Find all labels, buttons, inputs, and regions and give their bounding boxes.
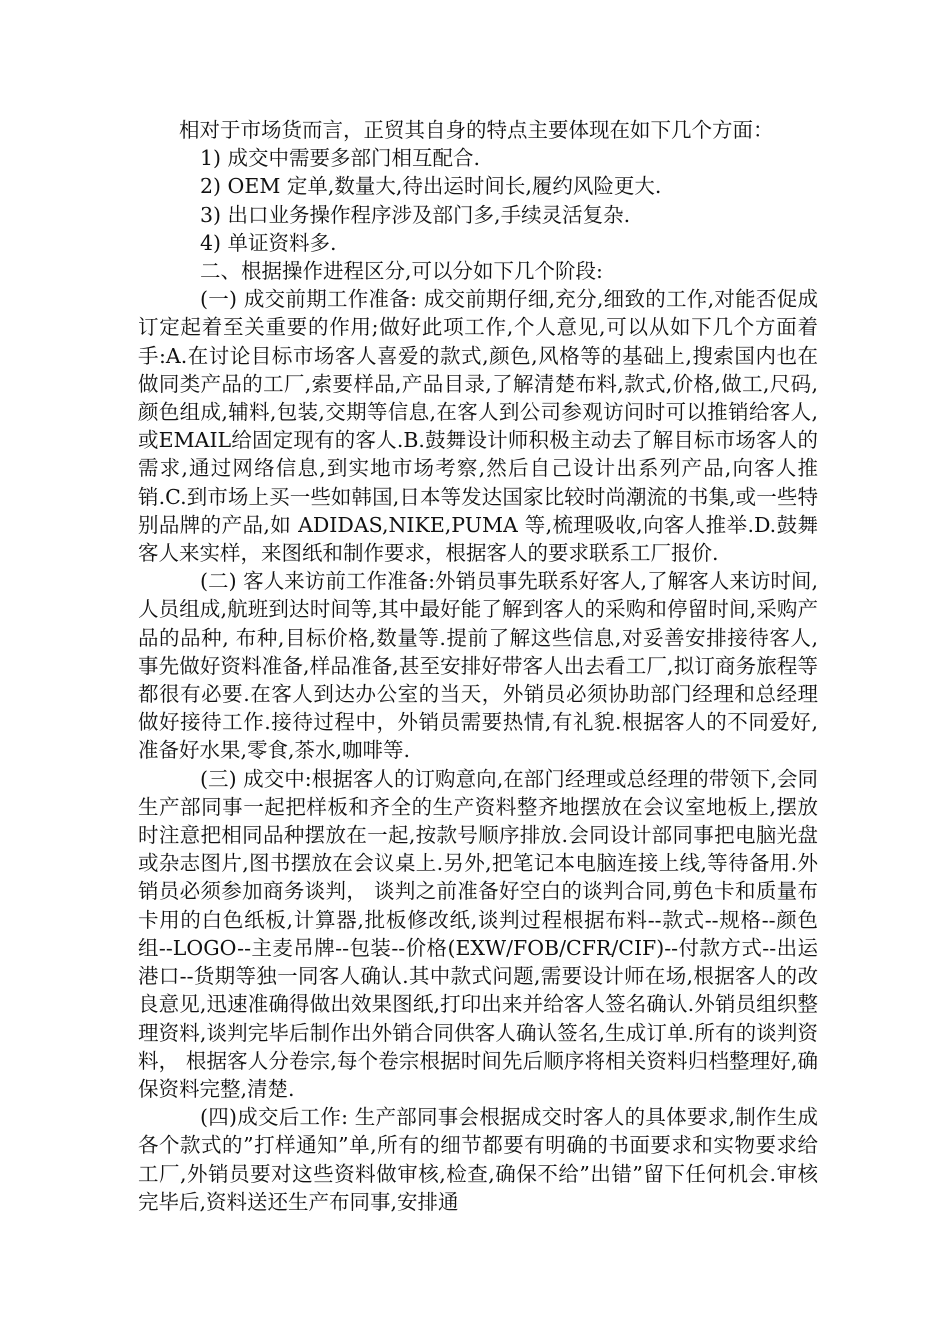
stage-3-paragraph: (三) 成交中:根据客人的订购意向,在部门经理或总经理的带领下,会同生产部同事一起把样板和齐全的生产资料整齐地摆放在会议室地板上,摆放时注意把相同品种摆放在一起,按款号顺序排放.会同设计部同事把电脑光盘或杂志图片,图书摆放在会议桌上.另外,把笔记本电脑连接上线,等待备用.外销员必须参加商务谈判， 谈判之前准备好空白的谈判合同,剪色卡和质量布卡用的白色纸板,计算器,批板修改纸,谈判过程根据布料--款式--规格--颜色组--LOGO--主麦吊牌--包装--价格(EXW/FOB/CFR/CIF)--付款方式--出运港口--货期等独一同客人确认.其中款式问题,需要设计师在场,根据客人的改良意见,迅速准确得做出效果图纸,打印出来并给客人签名确认.外销员组织整理资料,谈判完毕后制作出外销合同供客人确认签名,生成订单.所有的谈判资料， 根据客人分卷宗,每个卷宗根据时间先后顺序将相关资料归档整理好,确保资料完整,清楚.: [138, 766, 818, 1101]
stage-1-paragraph: (一) 成交前期工作准备: 成交前期仔细,充分,细致的工作,对能否促成订定起着至关重要的作用;做好此项工作,个人意见,可以从如下几个方面着手:A.在讨论目标市场客人喜爱的款式,颜色,风格等的基础上,搜索国内也在做同类产品的工厂,索要样品,产品目录,了解清楚布料,款式,价格,做工,尺码,颜色组成,辅料,包装,交期等信息,在客人到公司参观访问时可以推销给客人,或EMAIL给固定现有的客人.B.鼓舞设计师积极主动去了解目标市场客人的需求,通过网络信息,到实地市场考察,然后自己设计出系列产品,向客人推销.C.到市场上买一些如韩国,日本等发达国家比较时尚潮流的书集,或一些特别品牌的产品,如 ADIDAS,NIKE,PUMA 等,梳理吸收,向客人推举.D.鼓舞客人来实样，来图纸和制作要求，根据客人的要求联系工厂报价.: [138, 287, 818, 566]
list-item: 2) OEM 定单,数量大,待出运时间长,履约风险更大.: [200, 174, 662, 199]
intro-paragraph: 相对于市场货而言，正贸其自身的特点主要体现在如下几个方面：: [179, 118, 774, 142]
list-item: 3) 出口业务操作程序涉及部门多,手续灵活复杂.: [200, 202, 631, 227]
stage-2-paragraph: (二) 客人来访前工作准备:外销员事先联系好客人,了解客人来访时间,人员组成,航班到达时间等,其中最好能了解到客人的采购和停留时间,采购产品的品种, 布种,目标价格,数量等.提前了解这些信息,对妥善安排接待客人,事先做好资料准备,样品准备,甚至安排好带客人出去看工厂,拟订商务旅程等都很有必要.在客人到达办公室的当天，外销员必须协助部门经理和总经理做好接待工作.接待过程中，外销员需要热情,有礼貌.根据客人的不同爱好,准备好水果,零食,茶水,咖啡等.: [138, 569, 818, 763]
list-item: 1) 成交中需要多部门相互配合.: [200, 146, 481, 171]
feature-list: [138, 144, 818, 257]
section-heading: 二、根据操作进程区分,可以分如下几个阶段:: [200, 259, 603, 284]
stage-4-paragraph: (四)成交后工作: 生产部同事会根据成交时客人的具体要求,制作生成各个款式的”打样通知”单,所有的细节都要有明确的书面要求和实物要求给工厂,外销员要对这些资料做审核,检查,确保不给”出错”留下任何机会.审核完毕后,资料送还生产布同事,安排通: [138, 1105, 818, 1214]
document-body: [138, 116, 818, 1216]
list-item: 4) 单证资料多.: [200, 230, 337, 255]
